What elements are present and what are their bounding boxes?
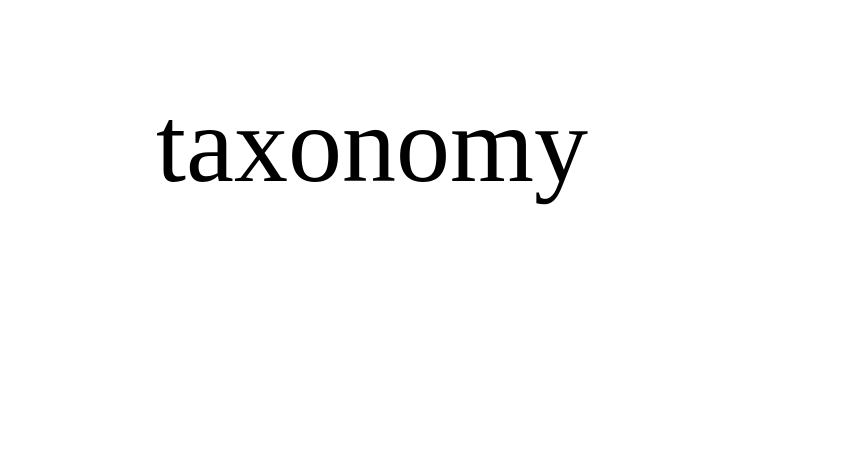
word-text: taxonomy — [156, 86, 588, 205]
